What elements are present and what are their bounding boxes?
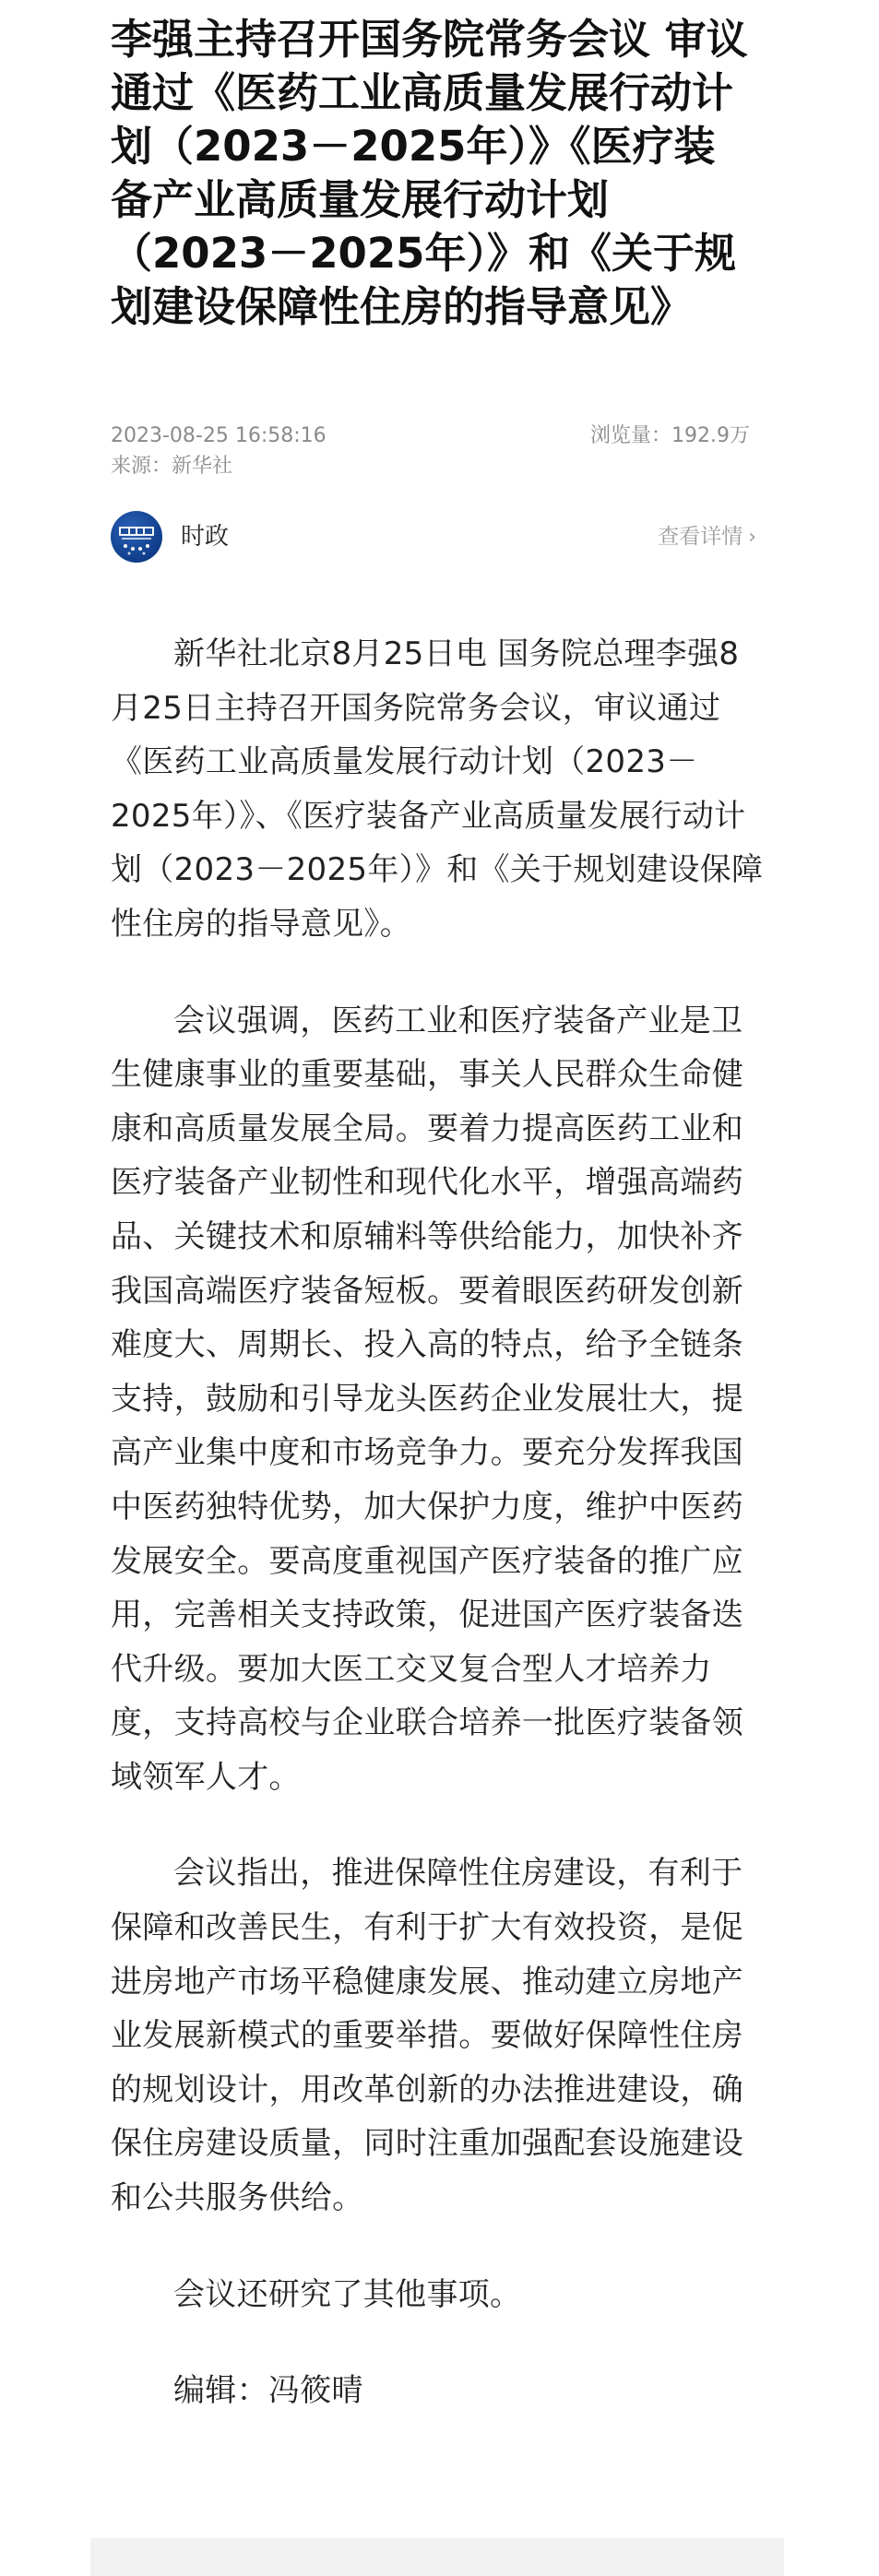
view-count: 浏览量：192.9万 [590,424,750,447]
paragraph: 会议还研究了其他事项。 [173,2275,522,2313]
paragraph: 会议指出，推进保障性住房建设，有利于保障和改善民生，有利于扩大有效投资，是促进房地产市场平稳健康发展、推动建立房地产业发展新模式的重要举措。要做好保障性住房的规划设计，用改革创新的办法推进建设，确保住房建设质量，同时注重加强配套设施建设和公共服务供给。 [111,1855,743,2217]
paragraph: 新华社北京8月25日电 国务院总理李强8月25日主持召开国务院常务会议，审议通过《医药工业高质量发展行动计划（2023－2025年）》、《医疗装备产业高质量发展行动计划（2023－2025年）》和《关于规划建设保障性住房的指导意见》。 [111,635,764,943]
channel-name[interactable]: 时政 [181,523,230,551]
footer-bar [90,2538,784,2576]
channel-row [111,511,756,566]
article-source: 来源：新华社 [111,455,233,478]
view-details-link[interactable] [658,520,756,554]
xinhua-logo-icon[interactable] [111,511,162,563]
chevron-right-icon: › [748,526,756,549]
editor-credit: 编辑：冯筱晴 [173,2372,363,2410]
view-details-label: 查看详情 [658,525,743,549]
article-meta [111,421,327,481]
article-title: 李强主持召开国务院常务会议 审议通过《医药工业高质量发展行动计划（2023－2025年）》《医疗装备产业高质量发展行动计划（2023－2025年）》和《关于规划建设保障性住房的指导意见》 [111,15,748,331]
publish-datetime: 2023-08-25 16:58:16 [111,424,327,447]
article-body [111,627,767,2461]
paragraph: 会议强调，医药工业和医疗装备产业是卫生健康事业的重要基础，事关人民群众生命健康和高质量发展全局。要着力提高医药工业和医疗装备产业韧性和现代化水平，增强高端药品、关键技术和原辅料等供给能力，加快补齐我国高端医疗装备短板。要着眼医药研发创新难度大、周期长、投入高的特点，给予全链条支持，鼓励和引导龙头医药企业发展壮大，提高产业集中度和市场竞争力。要充分发挥我国中医药独特优势，加大保护力度，维护中医药发展安全。要高度重视国产医疗装备的推广应用，完善相关支持政策，促进国产医疗装备迭代升级。要加大医工交叉复合型人才培养力度，支持高校与企业联合培养一批医疗装备领域领军人才。 [111,1002,743,1796]
